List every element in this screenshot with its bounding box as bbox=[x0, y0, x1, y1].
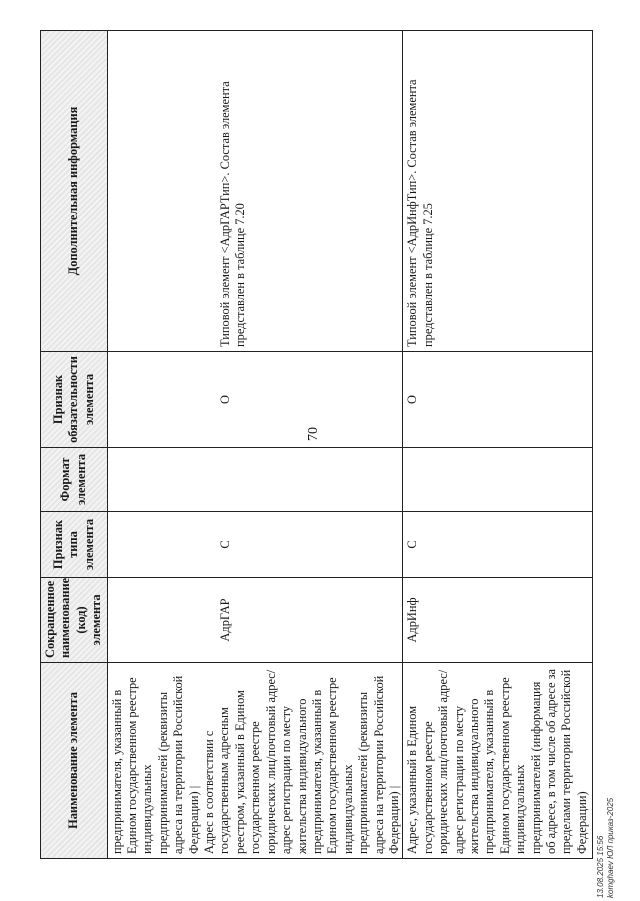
row-0-extra-info bbox=[110, 35, 218, 347]
row-2-extra-info: Типовой элемент <АдрИнфТип>. Состав элемента представлен в таблице 7.25 bbox=[403, 31, 593, 352]
page-number: 70 bbox=[306, 427, 321, 441]
header-required-flag: Признак обязательности элемента bbox=[41, 352, 108, 448]
row-0-type-flag bbox=[110, 516, 218, 573]
table-header-row bbox=[41, 31, 108, 859]
row-name-cell bbox=[107, 663, 403, 859]
row-extra-info-cell bbox=[107, 31, 403, 352]
header-name: Наименование элемента bbox=[41, 663, 108, 859]
row-1-name: Адрес в соответствии с государственным адресным реестром, указанный в Едином государственном реестре юридических лиц/почтовый адрес/адрес регистрации по месту жительства индивидуального предпринимателя, указанный в Едином государственном реестре индивидуальных предпринимателей (реквизиты адреса на территории Российской Федерации) | bbox=[202, 669, 401, 854]
footer-stamp-line-1: 13.08.2025 15:56 bbox=[596, 835, 605, 898]
row-1-required-flag: О bbox=[217, 395, 232, 404]
row-1-type-flag: С bbox=[217, 540, 232, 549]
header-extra-info: Дополнительная информация bbox=[41, 31, 108, 352]
footer-stamp-area bbox=[596, 778, 636, 898]
table-row bbox=[107, 31, 403, 859]
row-format-cell bbox=[107, 448, 403, 512]
row-2-short-name: АдрИнф bbox=[403, 578, 593, 663]
row-0-required-flag bbox=[110, 356, 218, 443]
footer-stamp-line-2: komghaev ЮЛ приказ-2025 bbox=[606, 797, 615, 898]
row-required-flag-cell bbox=[107, 352, 403, 448]
row-2-format bbox=[403, 448, 593, 512]
row-0-name: предпринимателя, указанный в Едином государственном реестре индивидуальных предпринимателей (реквизиты адреса на территории Российской Федерации) | bbox=[109, 675, 201, 854]
row-0-short-name bbox=[110, 582, 218, 658]
row-2-type-flag: С bbox=[403, 512, 593, 578]
footer-stamp bbox=[596, 778, 626, 898]
header-short-name: Сокращенное наименование (код) элемента bbox=[41, 578, 108, 663]
row-short-name-cell bbox=[107, 578, 403, 663]
table-sheet bbox=[40, 31, 589, 859]
header-format: Формат элемента bbox=[41, 448, 108, 512]
row-1-extra-info: Типовой элемент <АдрГАРТип>. Состав элемента представлен в таблице 7.20 bbox=[217, 81, 248, 347]
row-0-format bbox=[110, 452, 218, 507]
row-1-short-name: АдрГАР bbox=[217, 598, 232, 642]
header-type-flag: Признак типа элемента bbox=[41, 512, 108, 578]
row-2-name: Адрес, указанный в Едином государственном реестре юридических лиц/почтовый адрес/адрес регистрации по месту жительства индивидуального предпринимателя, указанный в Едином государственном реестре индивидуальных предпринимателей (информация об адресе, в том числе об адресе за пределами территории Российской Федерации) bbox=[403, 663, 593, 859]
table-row bbox=[403, 31, 593, 859]
rotated-page-area bbox=[40, 31, 589, 859]
row-2-required-flag: О bbox=[403, 352, 593, 448]
elements-table bbox=[40, 30, 593, 859]
row-type-flag-cell bbox=[107, 512, 403, 578]
